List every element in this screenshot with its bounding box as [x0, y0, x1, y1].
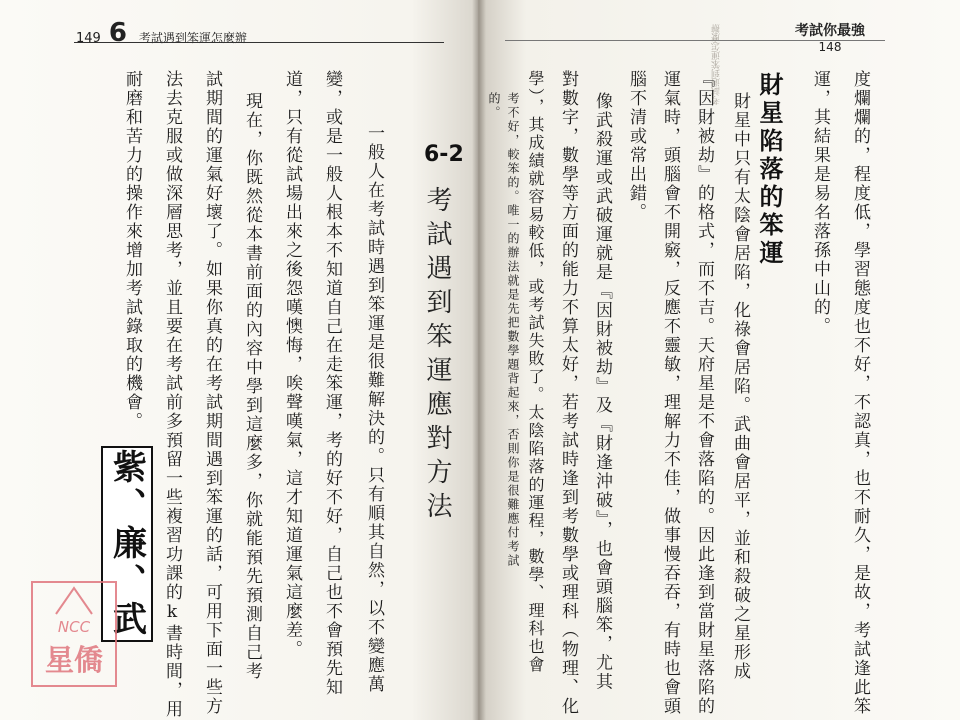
right-text-column: 腦不清或常出錯。 — [626, 70, 646, 222]
right-page-header — [795, 20, 865, 54]
left-text-column: 耐磨和苦力的操作來增加考試錄取的機會。 — [122, 70, 142, 431]
left-page-number: 149 — [76, 31, 101, 46]
left-text-column: 現在，你既然從本書前面的內容中學到這麼多，你就能預先預測自己考 — [242, 92, 262, 681]
right-running-title: 考試你最強 — [795, 23, 865, 39]
book-gutter — [472, 0, 486, 720]
right-text-column: 像武殺運或武破運就是『因財被劫』及『財逢沖破』，也會頭腦笨，尤其 — [592, 92, 612, 692]
right-text-column: 運氣時，頭腦會不開竅，反應不靈敏，理解力不佳，做事慢吞吞，有時也會頭 — [660, 70, 680, 716]
bleed-through-text: 考試遇到笨運怎麼辦 — [712, 24, 722, 105]
right-header-rule — [505, 40, 885, 41]
right-text-column: 運，其結果是易名落孫中山的。 — [810, 70, 830, 336]
left-text-column: 道，只有從試場出來之後怨嘆懊悔，唉聲嘆氣，這才知道運氣這麼差。 — [282, 70, 302, 659]
left-text-column: 試期間的運氣好壞了。如果你真的在考試期間遇到笨運的話，可用下面一些方 — [202, 70, 222, 716]
right-text-column: 對數字，數學等方面的能力不算太好，若考試時逢到考數學或理科（物理、化 — [558, 70, 578, 716]
chapter-number: 6 — [108, 18, 127, 48]
left-header-rule — [74, 42, 444, 43]
section-number: 6-2 — [424, 142, 464, 167]
watermark-ncc: NCC — [57, 618, 91, 636]
right-page-number: 148 — [818, 40, 842, 54]
left-text-column: 法去克服或做深層思考，並且要在考試前多預留一些複習功課的k書時間，用 — [162, 70, 182, 719]
stamp-text: 紫、廉、武 — [106, 449, 147, 639]
right-text-column: 學），其成績就容易較低，或考試失敗了。太陰陷落的運程，數學、理科也會 — [526, 70, 545, 674]
watermark-name: 星僑 — [44, 643, 103, 677]
right-small-column: 考不好，較笨的。唯一的辦法就是先把數學題背起來，否則你是很難應付考試 — [506, 92, 520, 568]
right-text-column: 度爛爛的，程度低，學習態度也不好，不認真，也不耐久，是故，考試逢此笨 — [850, 70, 870, 716]
right-text-column: 財星中只有太陰會居陷，化祿會居陷。武曲會居平，並和殺破之星形成 — [730, 92, 750, 681]
left-running-title: 考試遇到笨運怎麼辦 — [138, 31, 247, 45]
left-text-column: 變，或是一般人根本不知道自己在走笨運，考的好不好，自己也不會預先知 — [322, 70, 342, 697]
left-text-column: 一般人在考試時遇到笨運是很難解決的。只有順其自然，以不變應萬 — [364, 124, 384, 694]
subsection-heading: 財星陷落的笨運 — [755, 72, 784, 268]
right-text-column: 『因財被劫』的格式，而不吉。天府星是不會落陷的。因此逢到當財星落陷的 — [694, 70, 714, 716]
right-page — [478, 0, 960, 720]
watermark-logo — [30, 580, 118, 688]
right-small-column: 的。 — [487, 92, 501, 120]
section-title: 考試遇到笨運應對方法 — [422, 186, 452, 526]
